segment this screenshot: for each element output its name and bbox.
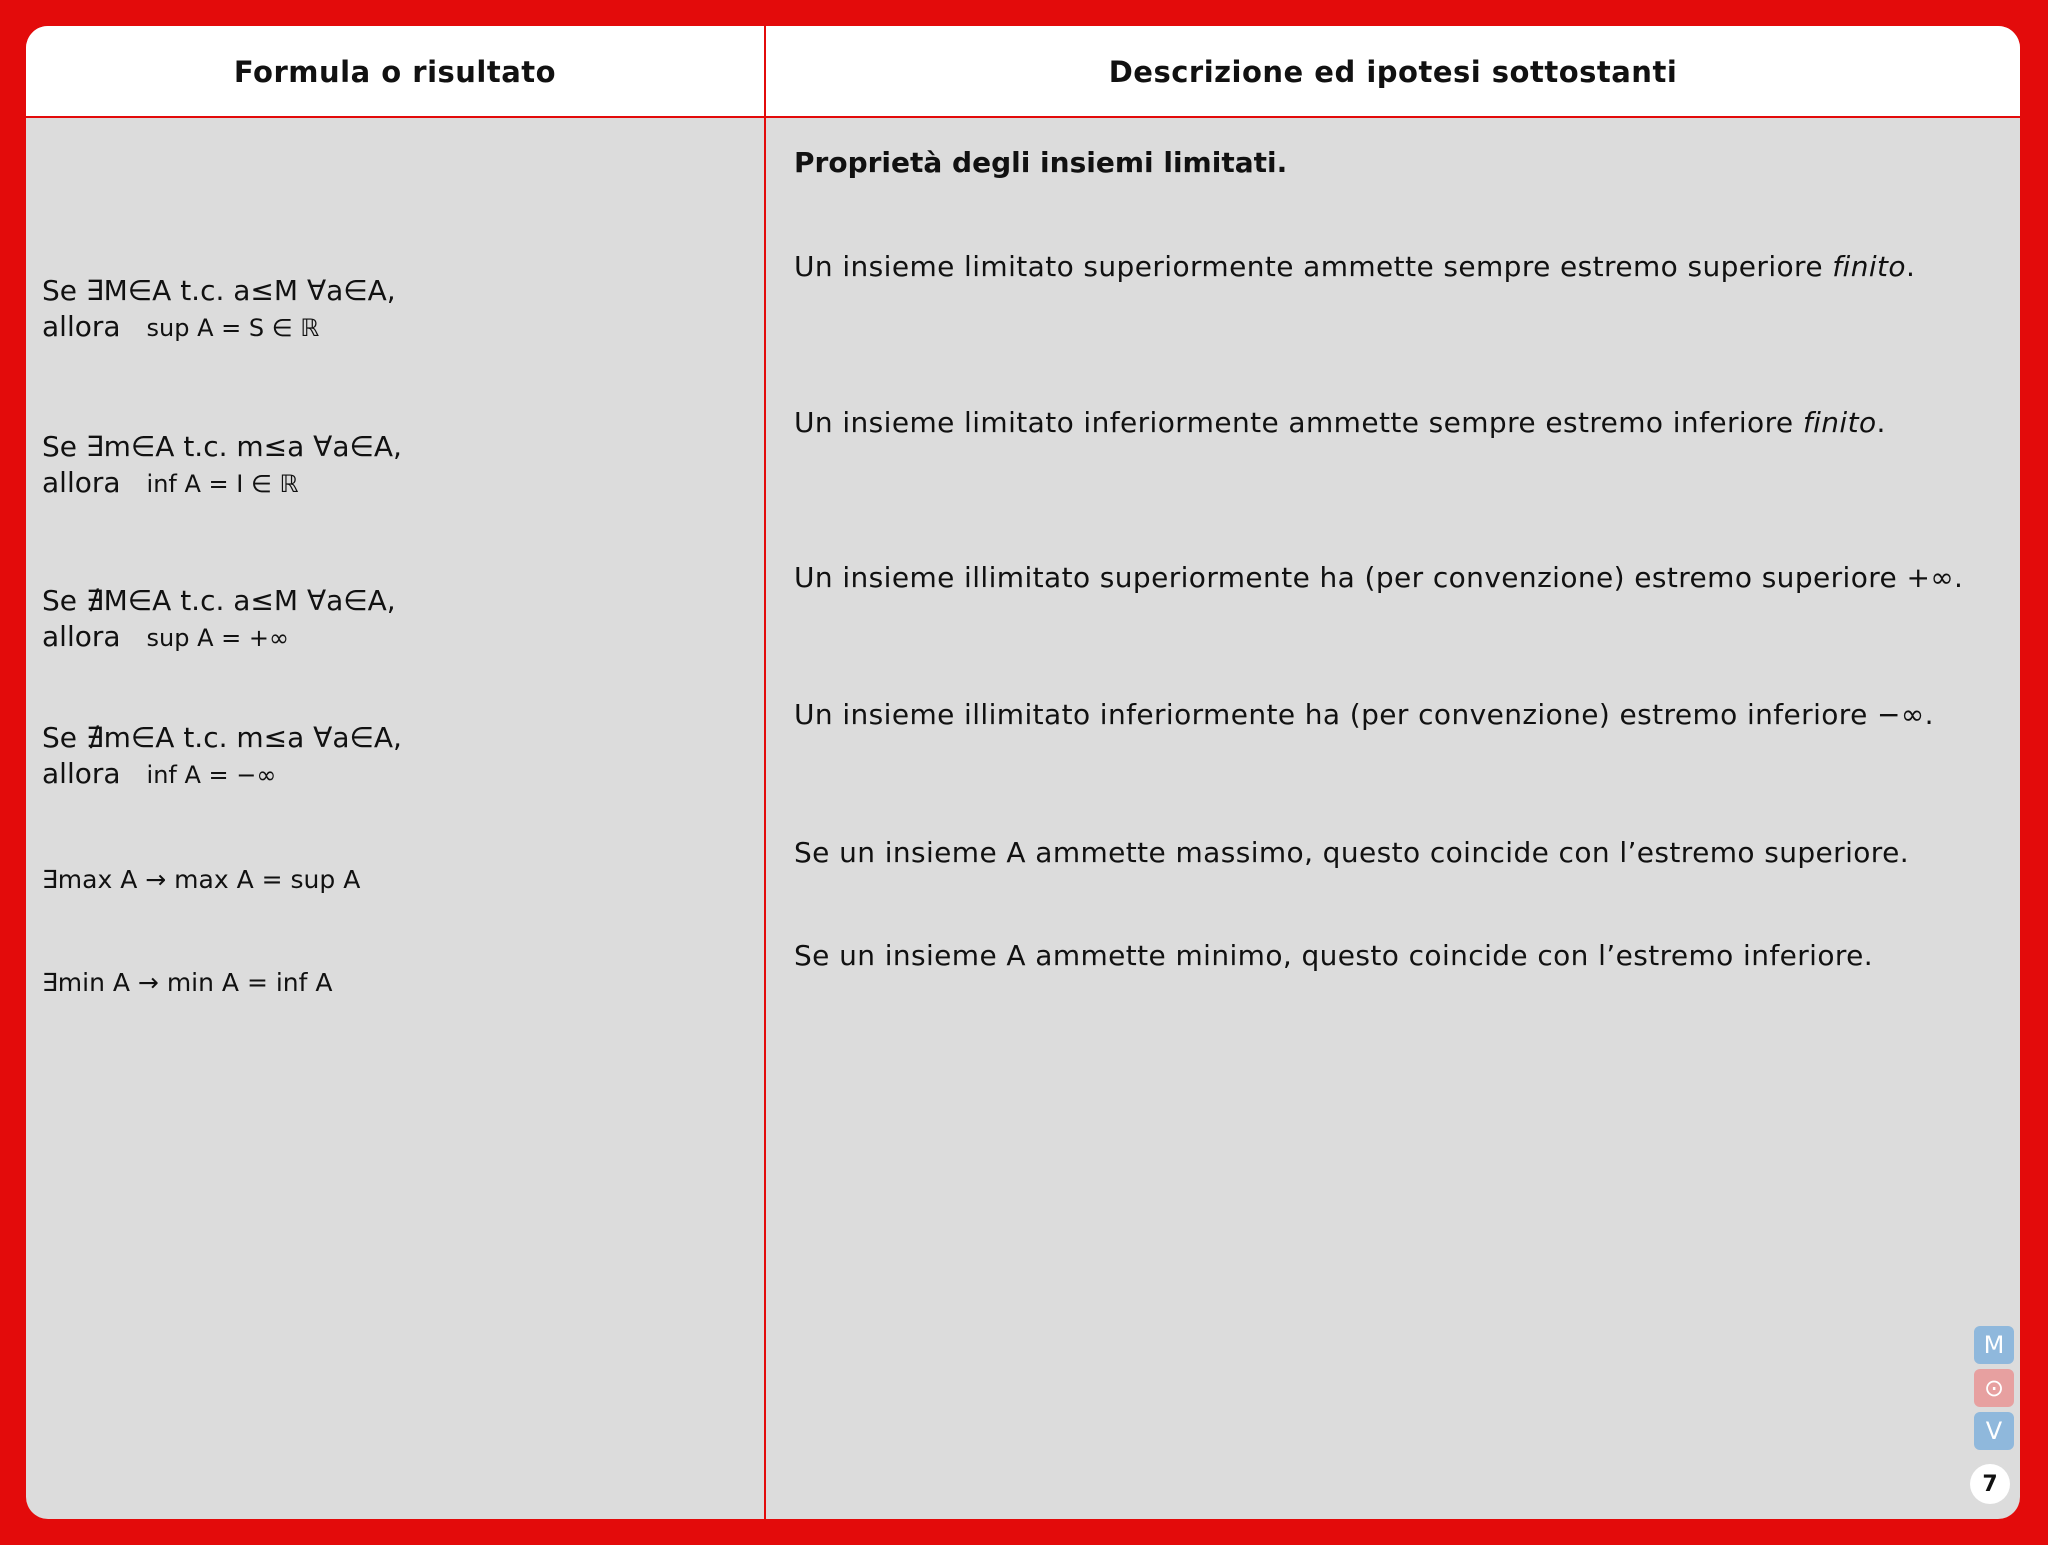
chevron-down-icon: V [1985,1417,2003,1445]
formula-sup-unbounded [42,583,396,656]
formula-sup-bounded [42,273,396,346]
formula-inf-bounded [42,429,402,502]
home-button[interactable] [1974,1369,2014,1407]
description-text: Un insieme illimitato superiormente ha (per convenzione) estremo superiore +∞. [794,561,1964,594]
description-sup-bounded [794,250,1915,283]
description-inf-bounded [794,406,1886,439]
formula-line1: Se ∃m∈A t.c. m≤a ∀a∈A, [42,430,402,463]
menu-icon: M [1983,1331,2005,1359]
description-emphasis: finito [1802,406,1877,439]
section-title: Proprietà degli insiemi limitati. [794,146,1288,179]
formula-result: sup A = +∞ [146,624,289,652]
formula-result: inf A = −∞ [146,761,277,789]
formula-result: sup A = S ∈ ℝ [146,314,320,342]
formula-allora: allora [42,620,121,653]
next-button[interactable] [1974,1412,2014,1450]
formula-min: ∃min A → min A = inf A [42,968,333,997]
menu-button[interactable] [1974,1326,2014,1364]
formula-result: inf A = I ∈ ℝ [146,470,299,498]
formula-line1: Se ∄m∈A t.c. m≤a ∀a∈A, [42,721,402,754]
description-text: Un insieme illimitato inferiormente ha (per convenzione) estremo inferiore −∞. [794,698,1934,731]
slide-frame [26,26,2020,1519]
header-description: Descrizione ed ipotesi sottostanti [1108,55,1678,89]
table-header [26,26,2020,118]
description-emphasis: finito [1832,250,1906,283]
description-min [794,939,1873,972]
description-text: Se un insieme A ammette massimo, questo coincide con l’estremo superiore. [794,836,1910,869]
formula-inf-unbounded [42,720,402,793]
description-text: Se un insieme A ammette minimo, questo coincide con l’estremo inferiore. [794,939,1874,972]
formula-max: ∃max A → max A = sup A [42,865,361,894]
description-sup-unbounded [794,561,1963,594]
formula-allora: allora [42,310,121,343]
description-end: . [1876,406,1886,439]
description-text: Un insieme limitato inferiormente ammette sempre estremo inferiore [794,406,1803,439]
formula-line1: Se ∄M∈A t.c. a≤M ∀a∈A, [42,584,396,617]
page-number: 7 [1970,1464,2010,1504]
formula-line1: Se ∃M∈A t.c. a≤M ∀a∈A, [42,274,396,307]
column-divider [764,26,766,1519]
description-text: Un insieme limitato superiormente ammette sempre estremo superiore [794,250,1833,283]
description-end: . [1905,250,1916,283]
description-max [794,836,1909,869]
header-formula: Formula o risultato [233,55,557,89]
description-inf-unbounded [794,698,1934,731]
formula-allora: allora [42,757,121,790]
formula-allora: allora [42,466,121,499]
home-icon: ⊙ [1983,1374,2005,1402]
